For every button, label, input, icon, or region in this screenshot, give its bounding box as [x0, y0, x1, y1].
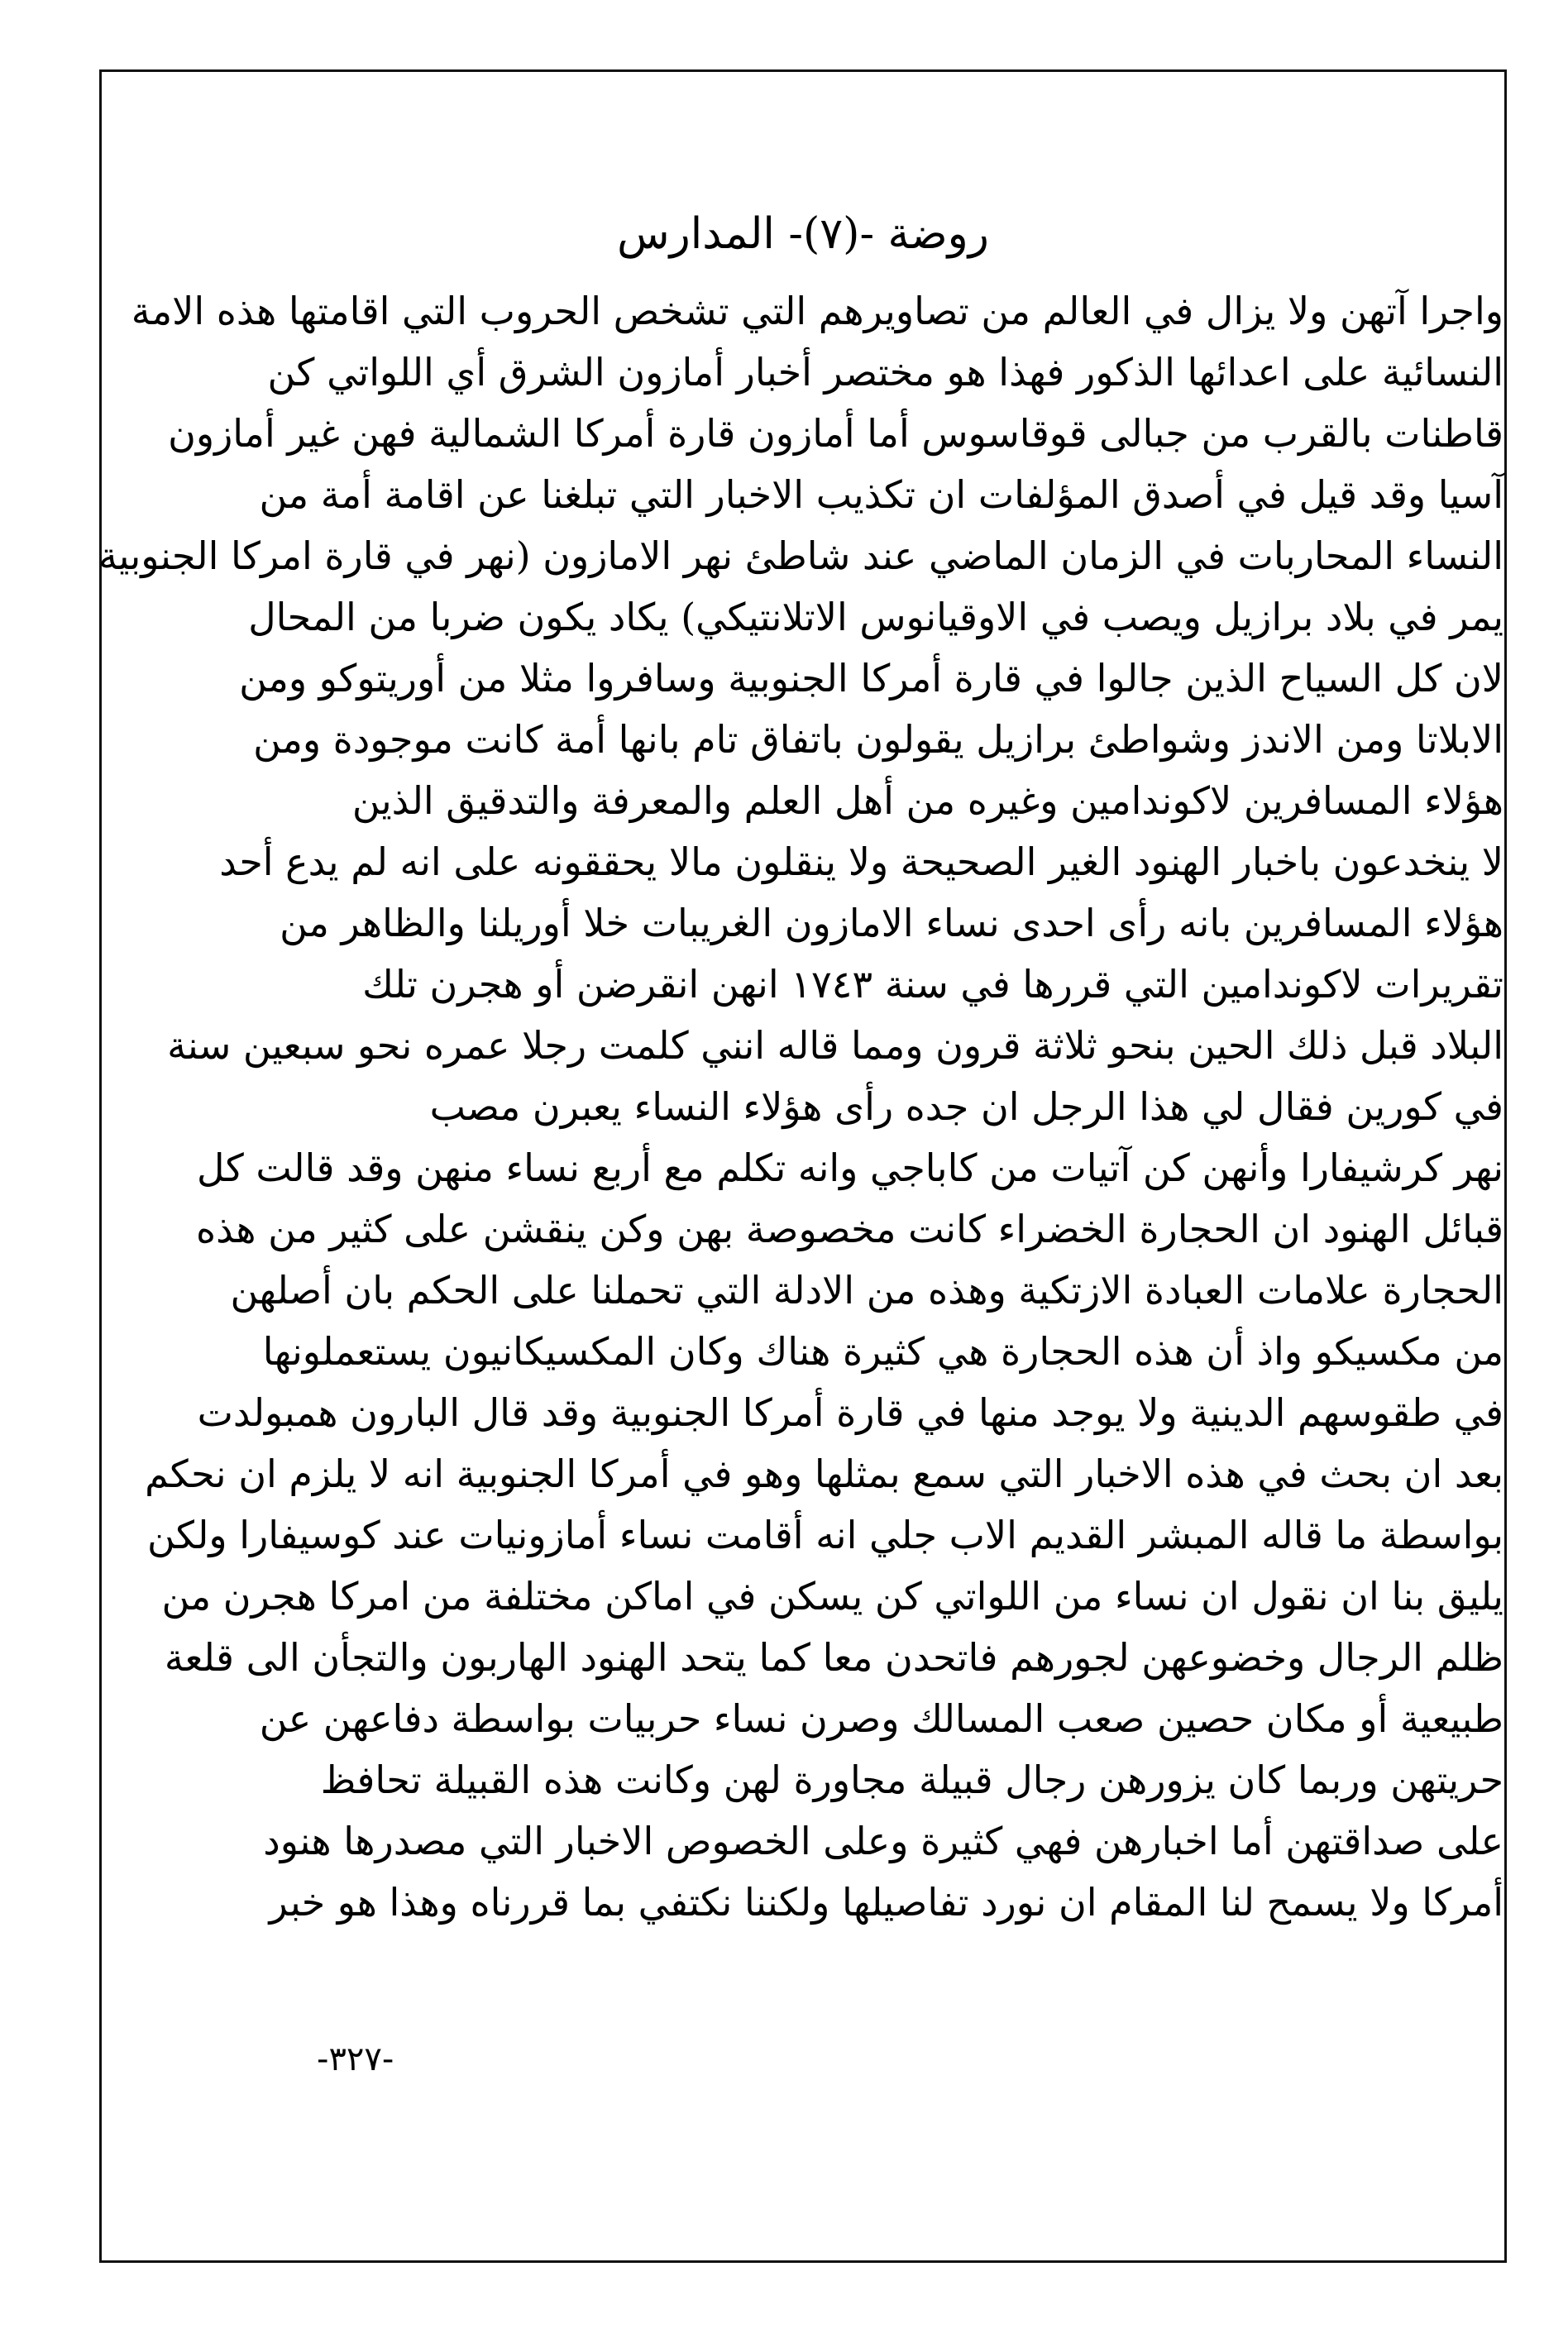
text-line: البلاد قبل ذلك الحين بنحو ثلاثة قرون ومما قاله انني كلمت رجلا عمره نحو سبعين سنة	[167, 1023, 1503, 1068]
text-line: ظلم الرجال وخضوعهن لجورهم فاتحدن معا كما يتحد الهنود الهاربون والتجأن الى قلعة	[164, 1635, 1503, 1680]
text-line: النسائية على اعدائها الذكور فهذا هو مختصر أخبار أمازون الشرق أي اللواتي كن	[267, 350, 1503, 395]
page-frame	[99, 69, 1507, 2263]
body-text	[98, 280, 1503, 1968]
page-header	[102, 201, 1504, 267]
text-line: في طقوسهم الدينية ولا يوجد منها في قارة أمركا الجنوبية وقد قال البارون همبولدت	[197, 1390, 1503, 1435]
text-line: على صداقتهن أما اخبارهن فهي كثيرة وعلى الخصوص الاخبار التي مصدرها هنود	[263, 1819, 1503, 1863]
text-line: بواسطة ما قاله المبشر القديم الاب جلي انه أقامت نساء أمازونيات عند كوسيفارا ولكن	[146, 1513, 1503, 1557]
text-line: في كورين فقال لي هذا الرجل ان جده رأى هؤلاء النساء يعبرن مصب	[429, 1084, 1503, 1129]
text-line: حريتهن وربما كان يزورهن رجال قبيلة مجاورة لهن وكانت هذه القبيلة تحافظ	[320, 1758, 1503, 1802]
text-line: أمركا ولا يسمح لنا المقام ان نورد تفاصيلها ولكننا نكتفي بما قررناه وهذا هو خبر	[269, 1880, 1503, 1925]
text-line: يمر في بلاد برازيل ويصب في الاوقيانوس الاتلانتيكي) يكاد يكون ضربا من المحال	[248, 595, 1503, 639]
text-line: هؤلاء المسافرين لاكوندامين وغيره من أهل العلم والمعرفة والتدقيق الذين	[351, 778, 1503, 823]
header-title: روضة -(٧)- المدارس	[617, 209, 989, 259]
text-line: قاطنات بالقرب من جبالى قوقاسوس أما أمازون قارة أمركا الشمالية فهن غير أمازون	[168, 411, 1503, 456]
text-line: نهر كرشيفارا وأنهن كن آتيات من كاباجي وانه تكلم مع أربع نساء منهن وقد قالت كل	[197, 1145, 1503, 1190]
text-line: لان كل السياح الذين جالوا في قارة أمركا الجنوبية وسافروا مثلا من أوريتوكو ومن	[239, 656, 1503, 701]
text-line: طبيعية أو مكان حصين صعب المسالك وصرن نساء حربيات بواسطة دفاعهن عن	[259, 1696, 1503, 1741]
text-line: قبائل الهنود ان الحجارة الخضراء كانت مخصوصة بهن وكن ينقشن على كثير من هذه	[196, 1207, 1503, 1251]
text-line: من مكسيكو واذ أن هذه الحجارة هي كثيرة هناك وكان المكسيكانيون يستعملونها	[262, 1329, 1503, 1374]
text-line: الحجارة علامات العبادة الازتكية وهذه من الادلة التي تحملنا على الحكم بان أصلهن	[230, 1268, 1503, 1313]
text-line: يليق بنا ان نقول ان نساء من اللواتي كن يسكن في اماكن مختلفة من امركا هجرن من	[161, 1574, 1503, 1619]
text-line: النساء المحاربات في الزمان الماضي عند شاطئ نهر الامازون (نهر في قارة امركا الجنوبية	[98, 533, 1503, 578]
text-line: آسيا وقد قيل في أصدق المؤلفات ان تكذيب الاخبار التي تبلغنا عن اقامة أمة من	[259, 472, 1503, 517]
text-line: تقريرات لاكوندامين التي قررها في سنة ١٧٤٣ انهن انقرضن أو هجرن تلك	[362, 962, 1503, 1007]
text-line: واجرا آتهن ولا يزال في العالم من تصاويرهم التي تشخص الحروب التي اقامتها هذه الامة	[131, 289, 1503, 333]
text-line: لا ينخدعون باخبار الهنود الغير الصحيحة ولا ينقلون مالا يحققونه على انه لم يدع أحد	[219, 839, 1503, 884]
text-line: هؤلاء المسافرين بانه رأى احدى نساء الامازون الغريبات خلا أوريلنا والظاهر من	[280, 901, 1503, 945]
page-number: -٣٢٧-	[317, 2040, 394, 2078]
text-line: الابلاتا ومن الاندز وشواطئ برازيل يقولون باتفاق تام بانها أمة كانت موجودة ومن	[253, 717, 1503, 762]
text-line: بعد ان بحث في هذه الاخبار التي سمع بمثلها وهو في أمركا الجنوبية انه لا يلزم ان نحكم	[145, 1451, 1503, 1496]
